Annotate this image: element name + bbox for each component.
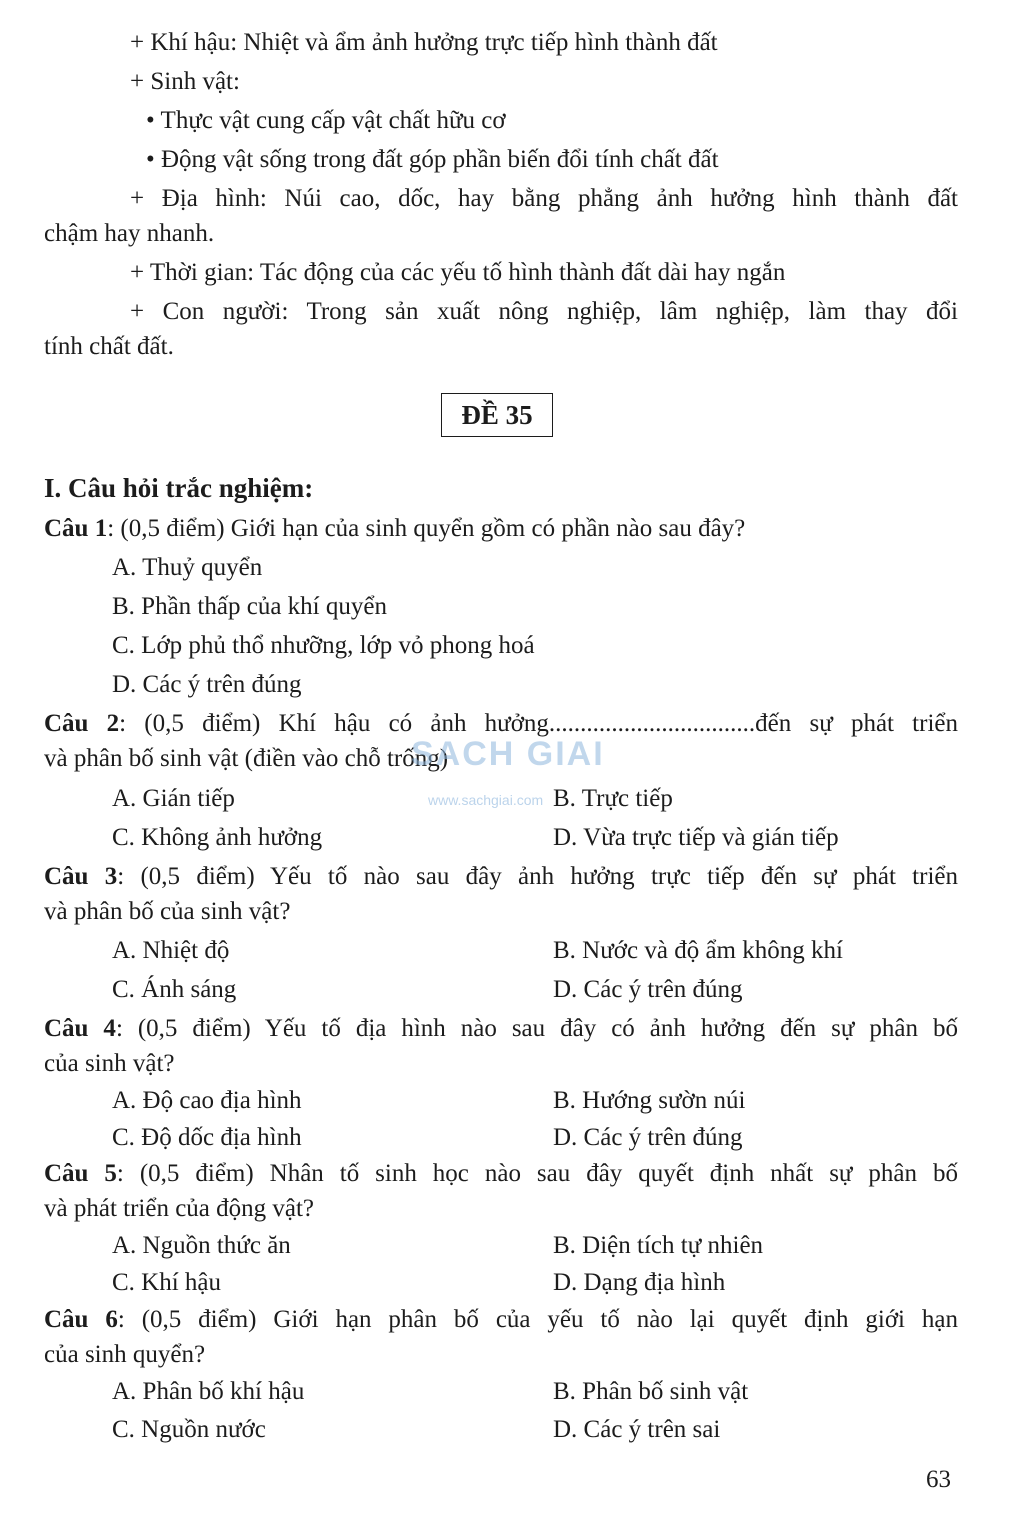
option-b: B. Phần thấp của khí quyển <box>112 593 387 620</box>
text-line-humans: + Con người: Trong sản xuất nông nghiệp, lâm nghiệp, làm thay đổi <box>130 298 958 325</box>
question-text: : (0,5 điểm) Nhân tố sinh học nào sau đây quyết định nhất sự phân bố <box>116 1160 958 1187</box>
option-b: B. Hướng sườn núi <box>553 1087 746 1114</box>
option-b: B. Nước và độ ẩm không khí <box>553 937 843 964</box>
option-c: C. Độ dốc địa hình <box>112 1124 302 1151</box>
option-d: D. Các ý trên đúng <box>553 976 743 1003</box>
question-label: Câu 4 <box>44 1015 116 1042</box>
option-a: A. Nhiệt độ <box>112 937 230 964</box>
text-line-organisms: + Sinh vật: <box>130 68 240 95</box>
question-text: : (0,5 điểm) Giới hạn của sinh quyển gồm có phần nào sau đây? <box>107 515 746 542</box>
question-label: Câu 6 <box>44 1306 118 1333</box>
option-c: C. Ánh sáng <box>112 976 237 1003</box>
question-text: : (0,5 điểm) Yếu tố địa hình nào sau đây có ảnh hưởng đến sự phân bố <box>115 1015 958 1042</box>
question-text: : (0,5 điểm) Yếu tố nào sau đây ảnh hưởng trực tiếp đến sự phát triển <box>117 863 958 890</box>
question-3-cont: và phân bố của sinh vật? <box>44 898 291 925</box>
question-5-cont: và phát triển của động vật? <box>44 1195 315 1222</box>
text-line-humans-cont: tính chất đất. <box>44 333 174 360</box>
option-d: D. Các ý trên sai <box>553 1416 721 1443</box>
text-line-climate: + Khí hậu: Nhiệt và ẩm ảnh hưởng trực tiếp hình thành đất <box>130 29 718 56</box>
option-b: B. Trực tiếp <box>553 785 673 812</box>
text-line-terrain: + Địa hình: Núi cao, dốc, hay bằng phẳng ảnh hưởng hình thành đất <box>130 185 958 212</box>
option-a: A. Thuỷ quyển <box>112 554 263 581</box>
option-a: A. Nguồn thức ăn <box>112 1232 291 1259</box>
question-label: Câu 5 <box>44 1160 117 1187</box>
option-c: C. Nguồn nước <box>112 1416 266 1443</box>
text-line-terrain-cont: chậm hay nhanh. <box>44 220 215 247</box>
question-1 <box>44 512 745 546</box>
question-3 <box>44 860 958 894</box>
question-4 <box>44 1012 958 1046</box>
page-number: 63 <box>926 1466 951 1493</box>
watermark-logo: SACH GIAI <box>411 735 605 773</box>
option-d: D. Các ý trên đúng <box>112 671 302 698</box>
text-line-time: + Thời gian: Tác động của các yếu tố hình thành đất dài hay ngắn <box>130 259 786 286</box>
question-label: Câu 2 <box>44 710 120 737</box>
question-5 <box>44 1157 958 1191</box>
question-2-cont: và phân bố sinh vật (điền vào chỗ trống) <box>44 745 449 772</box>
option-c: C. Lớp phủ thổ nhưỡng, lớp vỏ phong hoá <box>112 632 535 659</box>
question-label: Câu 1 <box>44 515 108 542</box>
question-6-cont: của sinh quyển? <box>44 1341 206 1368</box>
question-text: : (0,5 điểm) Khí hậu có ảnh hưởng.................................đến sự phát triển <box>119 710 958 737</box>
option-d: D. Dạng địa hình <box>553 1269 726 1296</box>
option-a: A. Độ cao địa hình <box>112 1087 302 1114</box>
option-d: D. Các ý trên đúng <box>553 1124 743 1151</box>
bullet-animals: • Động vật sống trong đất góp phần biến đổi tính chất đất <box>146 146 719 173</box>
bullet-plants: • Thực vật cung cấp vật chất hữu cơ <box>146 107 506 134</box>
option-b: B. Phân bố sinh vật <box>553 1378 749 1405</box>
section-title: I. Câu hỏi trắc nghiệm: <box>44 473 314 503</box>
option-c: C. Không ảnh hưởng <box>112 824 323 851</box>
question-text: : (0,5 điểm) Giới hạn phân bố của yếu tố nào lại quyết định giới hạn <box>117 1306 958 1333</box>
watermark-url: www.sachgiai.com <box>428 792 544 808</box>
option-a: A. Gián tiếp <box>112 785 235 812</box>
option-c: C. Khí hậu <box>112 1269 222 1296</box>
option-d: D. Vừa trực tiếp và gián tiếp <box>553 824 839 851</box>
option-b: B. Diện tích tự nhiên <box>553 1232 764 1259</box>
question-6 <box>44 1303 958 1337</box>
question-label: Câu 3 <box>44 863 118 890</box>
option-a: A. Phân bố khí hậu <box>112 1378 305 1405</box>
question-4-cont: của sinh vật? <box>44 1050 175 1077</box>
exam-title: ĐỀ 35 <box>441 393 553 437</box>
